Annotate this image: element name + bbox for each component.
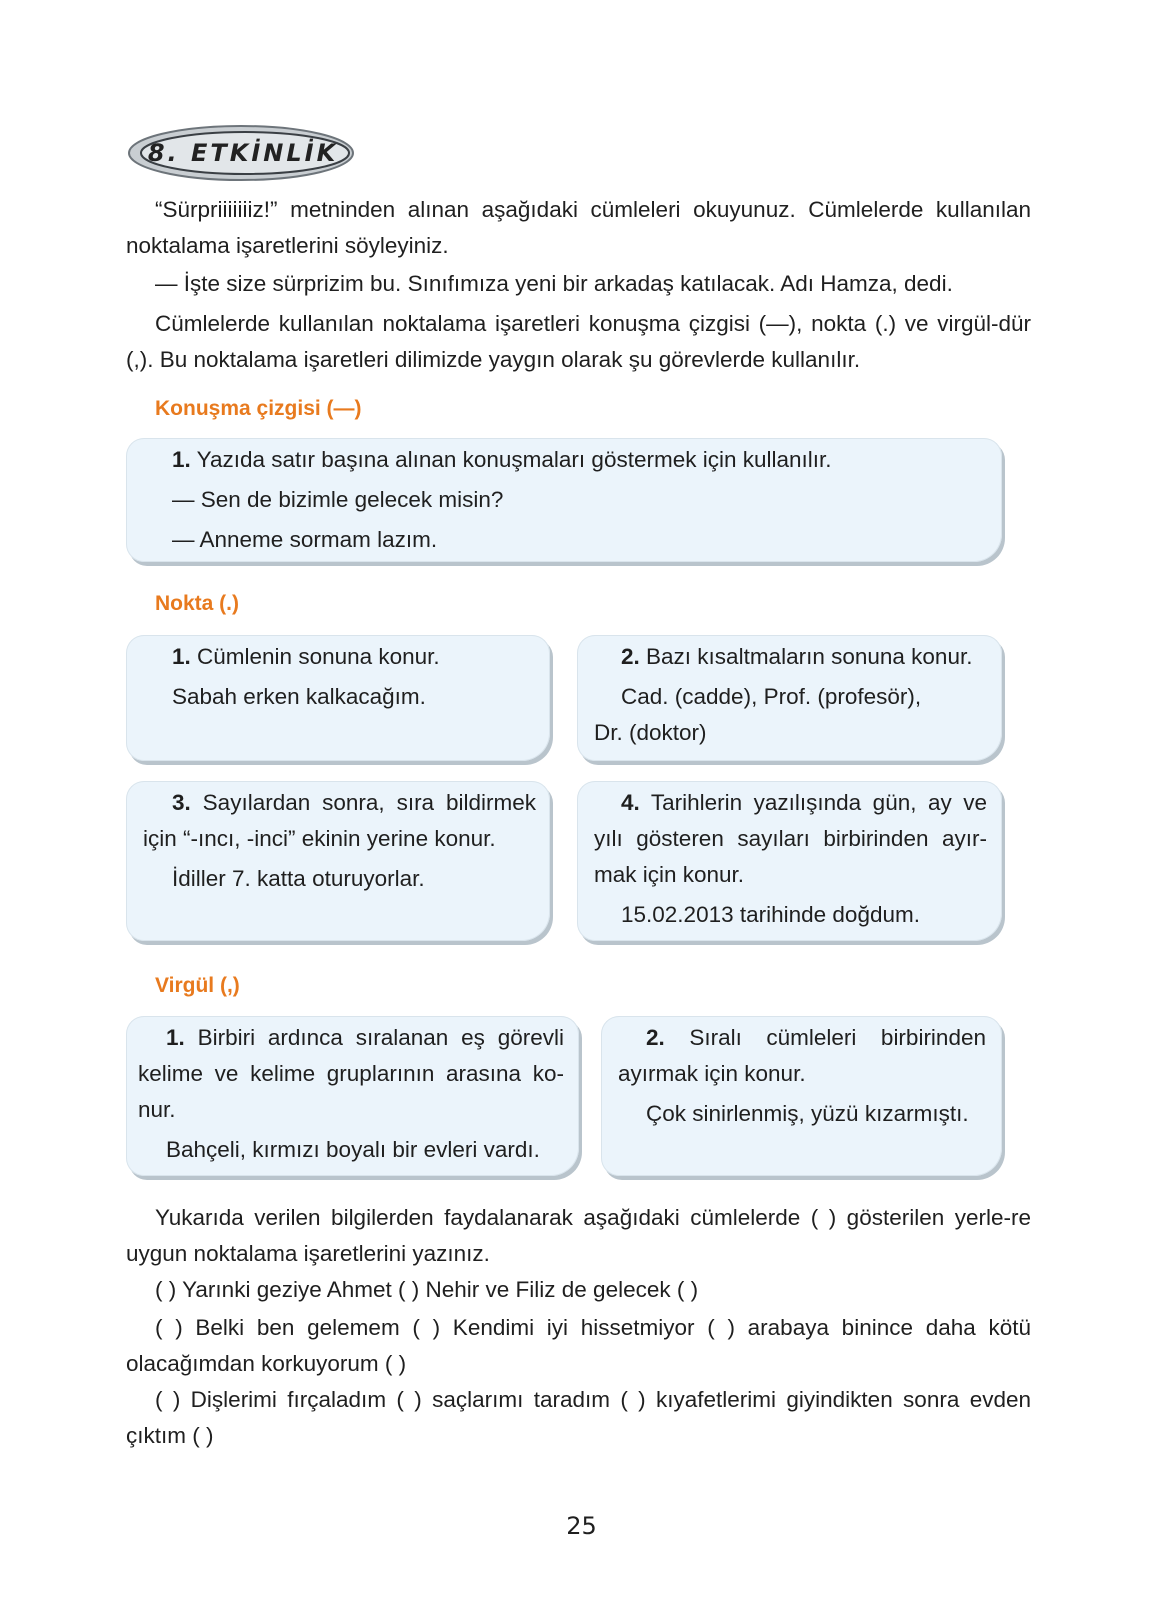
example-sentence: — İşte size sürprizim bu. Sınıfımıza yeni bir arkadaş katılacak. Adı Hamza, dedi. <box>155 271 953 296</box>
rule-description: Birbiri ardınca sıralanan eş görevli <box>197 1025 564 1050</box>
rule-text-line-1 <box>172 785 536 821</box>
rule-number: 1. <box>172 644 191 669</box>
nokta-rule-box-1 <box>126 635 550 761</box>
activity-title: 8. ETKİNLİK <box>147 139 339 167</box>
page-number: 25 <box>566 1512 597 1540</box>
exercise-item-1: ( ) Yarınki geziye Ahmet ( ) Nehir ve Filiz de gelecek ( ) <box>155 1277 699 1302</box>
nokta-rule-box-2 <box>577 635 1002 761</box>
rule-text-line-2: yılı gösteren sayıları birbirinden ayır- <box>594 826 987 851</box>
explanation-paragraph: Cümlelerde kullanılan noktalama işaretleri konuşma çizgisi (—), nokta (.) ve virgül-dür (,). Bu noktalama işaretleri dilimizde yaygın olarak şu görevlerde kullanılır. <box>126 311 1031 372</box>
nokta-heading: Nokta (.) <box>155 592 239 615</box>
rule-number: 1. <box>172 447 191 472</box>
rule-description: Cümlenin sonuna konur. <box>197 644 440 669</box>
rule-text-line-1 <box>166 1020 564 1056</box>
rule-description: Sıralı cümleleri birbirinden <box>689 1025 986 1050</box>
nokta-rule-box-4 <box>577 781 1002 941</box>
example-line: 15.02.2013 tarihinde doğdum. <box>621 902 920 927</box>
exercise-item-2: ( ) Belki ben gelemem ( ) Kendimi iyi hissetmiyor ( ) arabaya binince daha kötü olacağımdan korkuyorum ( ) <box>126 1315 1031 1376</box>
example-line: Çok sinirlenmiş, yüzü kızarmıştı. <box>646 1101 969 1126</box>
rule-number: 1. <box>166 1025 185 1050</box>
rule-description: Yazıda satır başına alınan konuşmaları göstermek için kullanılır. <box>196 447 832 472</box>
rule-description: Tarihlerin yazılışında gün, ay ve <box>650 790 987 815</box>
rule-text-line-3: mak için konur. <box>594 862 745 887</box>
rule-number: 2. <box>646 1025 665 1050</box>
nokta-rule-box-3 <box>126 781 550 941</box>
exercise-instruction: Yukarıda verilen bilgilerden faydalanarak aşağıdaki cümlelerde ( ) gösterilen yerle-re uygun noktalama işaretlerini yazınız. <box>126 1205 1031 1266</box>
rule-description: Bazı kısaltmaların sonuna konur. <box>646 644 973 669</box>
virgul-rule-box-2 <box>601 1016 1002 1176</box>
rule-text <box>621 639 972 675</box>
virgul-rule-box-1 <box>126 1016 579 1176</box>
rule-description: Sayılardan sonra, sıra bildirmek <box>202 790 536 815</box>
example-line-1: Cad. (cadde), Prof. (profesör), <box>621 684 922 709</box>
rule-text-line-2: ayırmak için konur. <box>618 1061 806 1086</box>
rule-text-line-1 <box>646 1020 986 1056</box>
rule-text-line-1 <box>621 785 987 821</box>
example-line-2: Dr. (doktor) <box>594 720 707 745</box>
rule-number: 3. <box>172 790 191 815</box>
exercise-item-3: ( ) Dişlerimi fırçaladım ( ) saçlarımı taradım ( ) kıyafetlerimi giyindikten sonra evden çıktım ( ) <box>126 1387 1031 1448</box>
example-line-2: — Anneme sormam lazım. <box>172 527 438 552</box>
example-line: Bahçeli, kırmızı boyalı bir evleri vardı. <box>166 1137 540 1162</box>
konusma-rule-box-1 <box>126 438 1002 562</box>
virgul-heading: Virgül (,) <box>155 974 240 997</box>
example-line-1: — Sen de bizimle gelecek misin? <box>172 487 504 512</box>
rule-text-line-2: kelime ve kelime gruplarının arasına ko- <box>138 1061 564 1086</box>
rule-number: 4. <box>621 790 640 815</box>
rule-text-line-2: için “-ıncı, -inci” ekinin yerine konur. <box>143 826 496 851</box>
konusma-heading: Konuşma çizgisi (—) <box>155 397 362 420</box>
activity-badge <box>125 123 361 183</box>
rule-text-line-3: nur. <box>138 1097 176 1122</box>
rule-text <box>172 639 440 675</box>
example-line: İdiller 7. katta oturuyorlar. <box>172 866 425 891</box>
intro-paragraph: “Sürpriiiiiiiz!” metninden alınan aşağıdaki cümleleri okuyunuz. Cümlelerde kullanılan noktalama işaretlerini söyleyiniz. <box>126 197 1031 258</box>
rule-text <box>172 442 832 478</box>
example-line: Sabah erken kalkacağım. <box>172 684 426 709</box>
rule-number: 2. <box>621 644 640 669</box>
